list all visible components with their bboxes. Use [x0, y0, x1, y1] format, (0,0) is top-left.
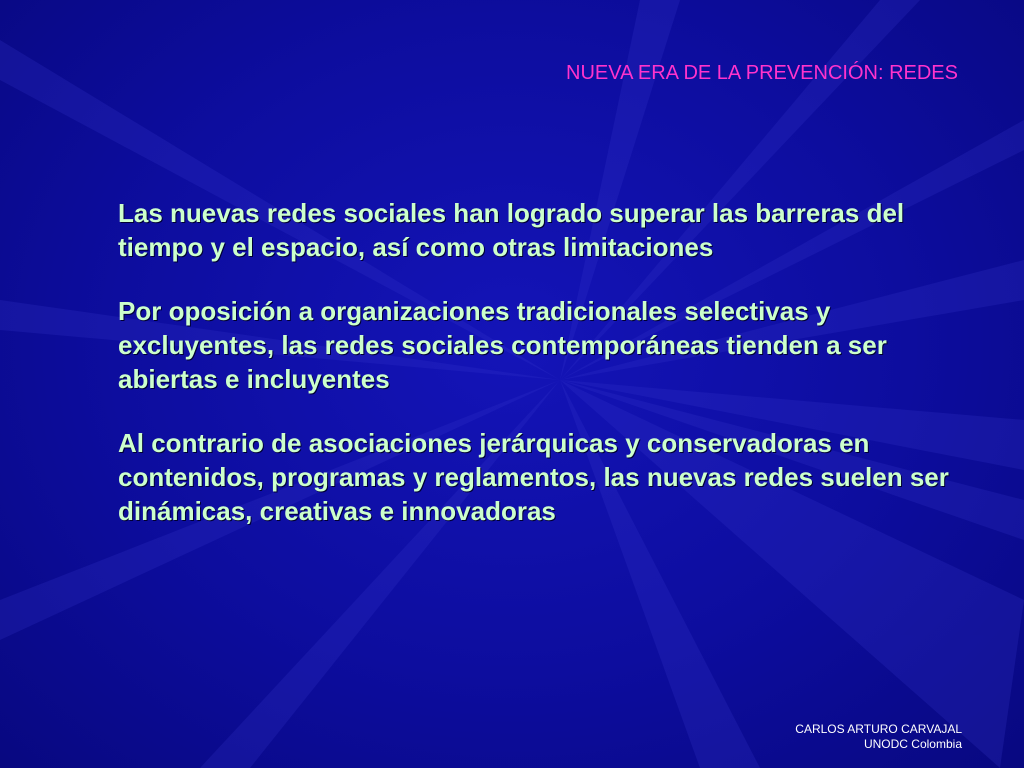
paragraph-1: Las nuevas redes sociales han logrado superar las barreras del tiempo y el espacio, así como otras limitaciones	[118, 198, 905, 262]
slide-footer	[795, 722, 962, 752]
footer-author: CARLOS ARTURO CARVAJAL	[795, 722, 962, 736]
paragraph-3: Al contrario de asociaciones jerárquicas y conservadoras en contenidos, programas y reglamentos, las nuevas redes suelen ser dinámicas, creativas e innovadoras	[118, 428, 949, 526]
slide-title: NUEVA ERA DE LA PREVENCIÓN: REDES	[566, 62, 958, 84]
slide-body	[118, 196, 978, 558]
paragraph-2: Por oposición a organizaciones tradicionales selectivas y excluyentes, las redes sociales contemporáneas tienden a ser abiertas e incluyentes	[118, 296, 887, 394]
footer-organization: UNODC Colombia	[863, 737, 962, 751]
